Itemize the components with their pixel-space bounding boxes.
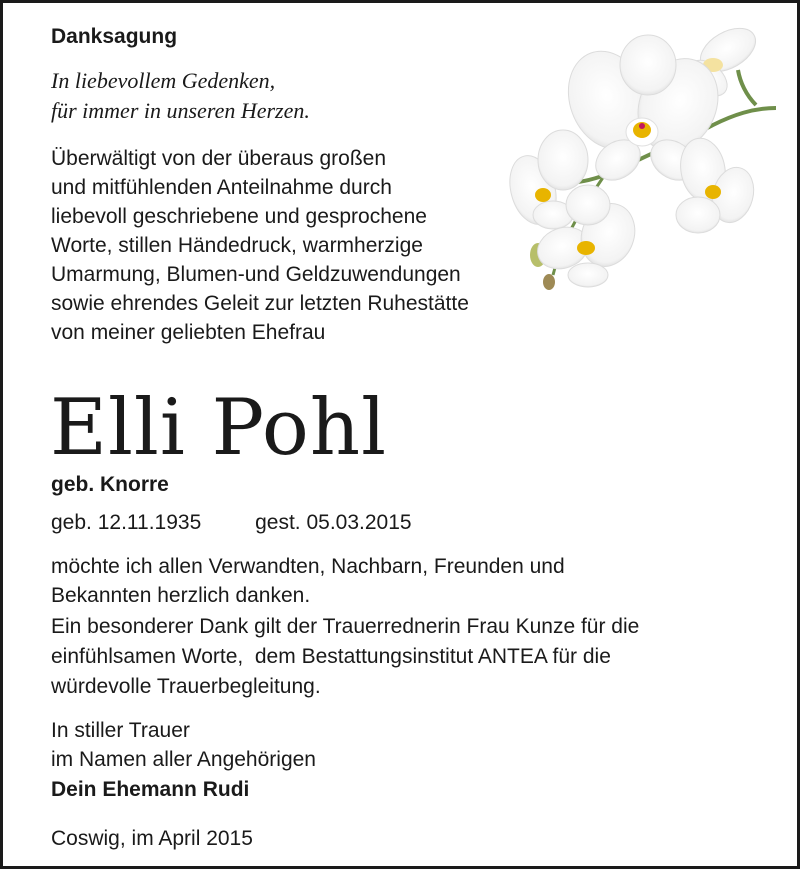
closing-line-1: In stiller Trauer bbox=[51, 719, 190, 742]
orchid-flowers-image bbox=[508, 20, 778, 295]
closing-line-2: im Namen aller Angehörigen bbox=[51, 748, 316, 771]
intro-line-1: Überwältigt von der überaus großen bbox=[51, 147, 387, 170]
intro-line-2: und mitfühlenden Anteilnahme durch bbox=[51, 176, 392, 199]
maiden-name: geb. Knorre bbox=[51, 473, 169, 496]
heading: Danksagung bbox=[51, 25, 178, 48]
orchid-flower-right bbox=[676, 135, 760, 233]
place-date: Coswig, im April 2015 bbox=[51, 827, 253, 850]
intro-line-4: Worte, stillen Händedruck, warmherzige bbox=[51, 234, 423, 257]
death-date: gest. 05.03.2015 bbox=[255, 511, 412, 534]
life-dates bbox=[51, 509, 412, 537]
intro-line-3: liebevoll geschriebene und gesprochene bbox=[51, 205, 427, 228]
birth-date: geb. 12.11.1935 bbox=[51, 511, 202, 534]
motto-line-1: In liebevollem Gedenken, bbox=[51, 68, 276, 93]
thanks-line-2: Bekannten herzlich danken. bbox=[51, 584, 311, 607]
deceased-name: Elli Pohl bbox=[50, 383, 388, 473]
thanks-line-3: Ein besonderer Dank gilt der Trauerrednerin Frau Kunze für die bbox=[51, 615, 640, 638]
thanks-line-5: würdevolle Trauerbegleitung. bbox=[51, 675, 321, 698]
signature: Dein Ehemann Rudi bbox=[51, 778, 250, 801]
thanks-line-4: einfühlsamen Worte, dem Bestattungsinstitut ANTEA für die bbox=[51, 645, 611, 668]
intro-line-7: von meiner geliebten Ehefrau bbox=[51, 321, 326, 344]
intro-line-6: sowie ehrendes Geleit zur letzten Ruhestätte bbox=[51, 292, 469, 315]
thanks-line-1: möchte ich allen Verwandten, Nachbarn, Freunden und bbox=[51, 555, 565, 578]
motto-line-2: für immer in unseren Herzen. bbox=[51, 98, 310, 123]
intro-line-5: Umarmung, Blumen-und Geldzuwendungen bbox=[51, 263, 461, 286]
